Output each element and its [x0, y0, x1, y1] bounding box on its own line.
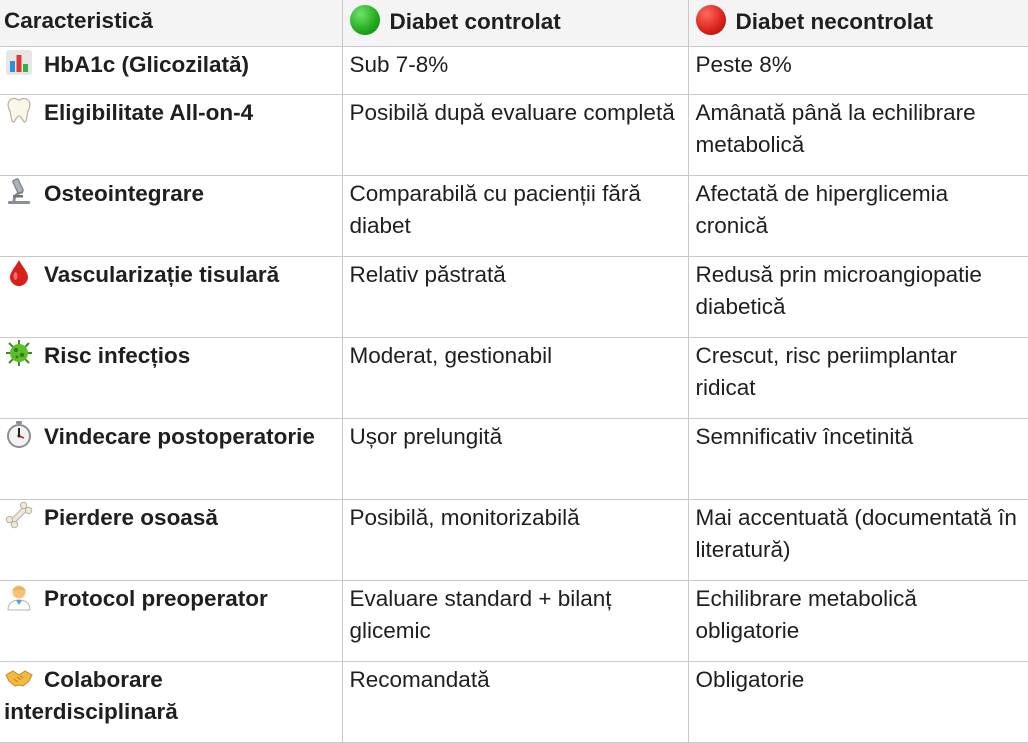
uncontrolled-cell: Mai accentuată (documentată în literatură) [688, 499, 1028, 580]
blood-drop-icon [4, 260, 34, 286]
uncontrolled-cell: Afectată de hiperglicemia cronică [688, 175, 1028, 256]
feature-label: Eligibilitate All-on-4 [44, 99, 254, 125]
handshake-icon [4, 665, 34, 691]
table-row [0, 94, 1028, 175]
feature-cell [0, 418, 342, 499]
bone-icon [4, 503, 34, 529]
table-row [0, 337, 1028, 418]
controlled-cell: Comparabilă cu pacienții fără diabet [342, 175, 688, 256]
feature-label: Protocol preoperator [44, 585, 268, 611]
uncontrolled-cell: Echilibrare metabolică obligatorie [688, 580, 1028, 661]
header-feature-label: Caracteristică [4, 8, 153, 33]
red-circle-icon [696, 5, 726, 35]
feature-cell [0, 661, 342, 742]
table-row [0, 46, 1028, 94]
uncontrolled-cell: Obligatorie [688, 661, 1028, 742]
controlled-cell: Recomandată [342, 661, 688, 742]
microbe-icon [4, 341, 34, 367]
doctor-icon [4, 584, 34, 610]
feature-cell [0, 580, 342, 661]
uncontrolled-cell: Semnificativ încetinită [688, 418, 1028, 499]
table-row [0, 499, 1028, 580]
feature-label: Risc infecțios [44, 342, 191, 368]
feature-label: HbA1c (Glicozilată) [44, 51, 250, 77]
controlled-cell: Moderat, gestionabil [342, 337, 688, 418]
table-row [0, 661, 1028, 742]
feature-cell [0, 337, 342, 418]
feature-label: Vindecare postoperatorie [44, 423, 315, 449]
controlled-cell: Posibilă, monitorizabilă [342, 499, 688, 580]
feature-cell [0, 94, 342, 175]
controlled-cell: Evaluare standard + bilanț glicemic [342, 580, 688, 661]
stopwatch-icon [4, 422, 34, 448]
table-row [0, 256, 1028, 337]
header-row [0, 0, 1028, 46]
uncontrolled-cell: Crescut, risc periimplantar ridicat [688, 337, 1028, 418]
controlled-cell: Ușor prelungită [342, 418, 688, 499]
header-feature [0, 0, 342, 46]
table-row [0, 418, 1028, 499]
microscope-icon [4, 179, 34, 205]
controlled-cell: Posibilă după evaluare completă [342, 94, 688, 175]
bar-chart-icon [4, 50, 34, 76]
green-circle-icon [350, 5, 380, 35]
tooth-icon [4, 98, 34, 124]
feature-label: Colaborare interdisciplinară [4, 666, 178, 724]
feature-cell [0, 499, 342, 580]
header-controlled-label: Diabet controlat [389, 9, 561, 34]
table-row [0, 175, 1028, 256]
uncontrolled-cell: Redusă prin microangiopatie diabetică [688, 256, 1028, 337]
table-row [0, 580, 1028, 661]
header-controlled [342, 0, 688, 46]
header-uncontrolled [688, 0, 1028, 46]
controlled-cell: Sub 7-8% [342, 46, 688, 94]
controlled-cell: Relativ păstrată [342, 256, 688, 337]
feature-cell [0, 256, 342, 337]
feature-cell [0, 46, 342, 94]
uncontrolled-cell: Peste 8% [688, 46, 1028, 94]
feature-label: Vascularizație tisulară [44, 261, 280, 287]
feature-label: Pierdere osoasă [44, 504, 218, 530]
uncontrolled-cell: Amânată până la echilibrare metabolică [688, 94, 1028, 175]
feature-cell [0, 175, 342, 256]
feature-label: Osteointegrare [44, 180, 205, 206]
header-uncontrolled-label: Diabet necontrolat [735, 9, 934, 34]
